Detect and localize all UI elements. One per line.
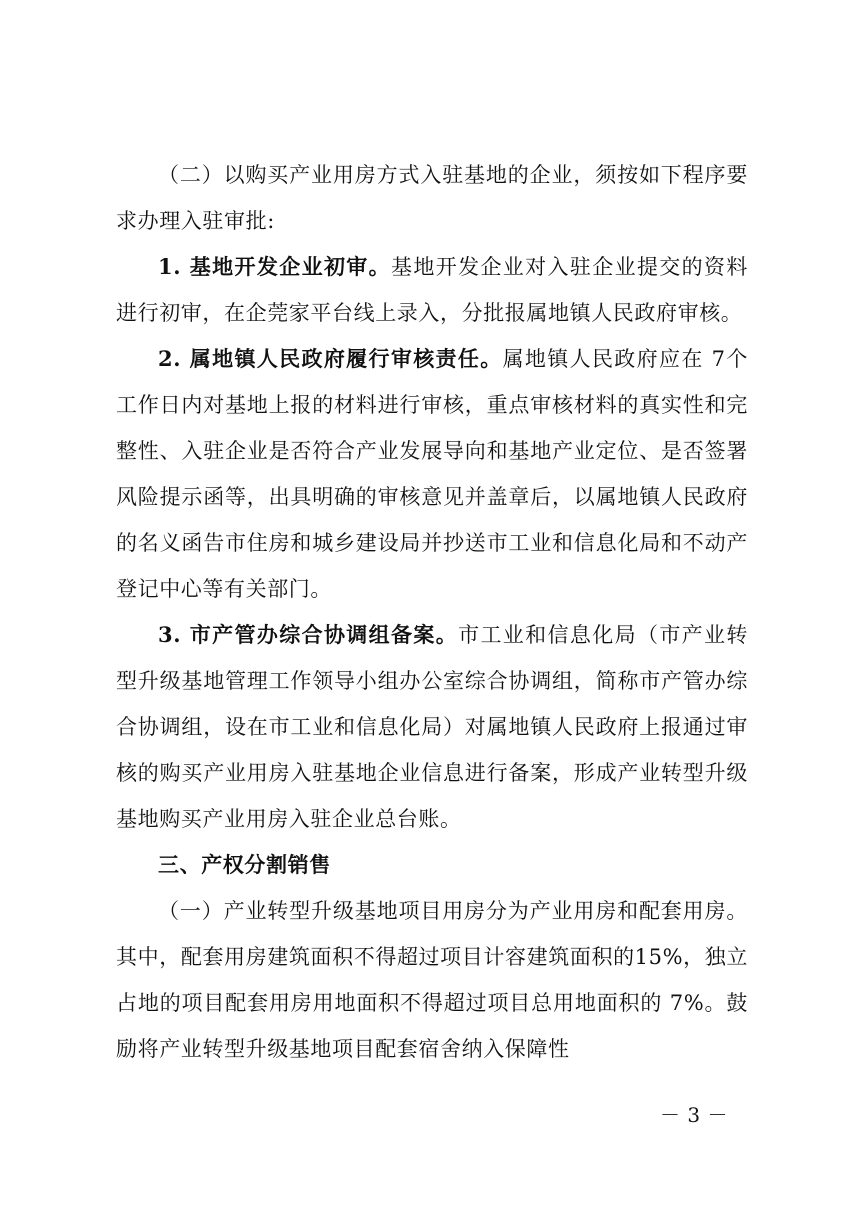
paragraph-step-1	[116, 244, 748, 336]
paragraph-section-three-1	[116, 888, 748, 1072]
paragraph-intro	[116, 152, 748, 244]
step-1-heading: 1. 基地开发企业初审。	[158, 254, 392, 279]
page-number: － 3 －	[660, 1103, 728, 1127]
step-2-text: 属地镇人民政府应在 7个工作日内对基地上报的材料进行审核，重点审核材料的真实性和完整性、入驻企业是否符合产业发展导向和基地产业定位、是否签署风险提示函等，出具明确的审核意见并盖章后，以属地镇人民政府的名义函告市住房和城乡建设局并抄送市工业和信息化局和不动产登记中心等有关部门。	[116, 347, 748, 601]
step-3-text: 市工业和信息化局（市产业转型升级基地管理工作领导小组办公室综合协调组，简称市产管办综合协调组，设在市工业和信息化局）对属地镇人民政府上报通过审核的购买产业用房入驻基地企业信息进行备案，形成产业转型升级基地购买产业用房入驻企业总台账。	[116, 623, 748, 831]
section-three-heading: 三、产权分割销售	[158, 852, 331, 877]
paragraph-step-2	[116, 336, 748, 612]
step-2-heading: 2. 属地镇人民政府履行审核责任。	[158, 346, 503, 371]
paragraph-intro-text: （二）以购买产业用房方式入驻基地的企业，须按如下程序要求办理入驻审批:	[116, 163, 748, 233]
step-1-text: 基地开发企业对入驻企业提交的资料进行初审，在企莞家平台线上录入，分批报属地镇人民政府审核。	[116, 255, 748, 325]
paragraph-step-3	[116, 612, 748, 842]
step-3-heading: 3. 市产管办综合协调组备案。	[158, 622, 459, 647]
document-body	[116, 152, 748, 1072]
section-three-1-text: （一）产业转型升级基地项目用房分为产业用房和配套用房。其中，配套用房建筑面积不得超过项目计容建筑面积的15%，独立占地的项目配套用房用地面积不得超过项目总用地面积的 7%。鼓励将产业转型升级基地项目配套宿舍纳入保障性	[116, 899, 748, 1061]
